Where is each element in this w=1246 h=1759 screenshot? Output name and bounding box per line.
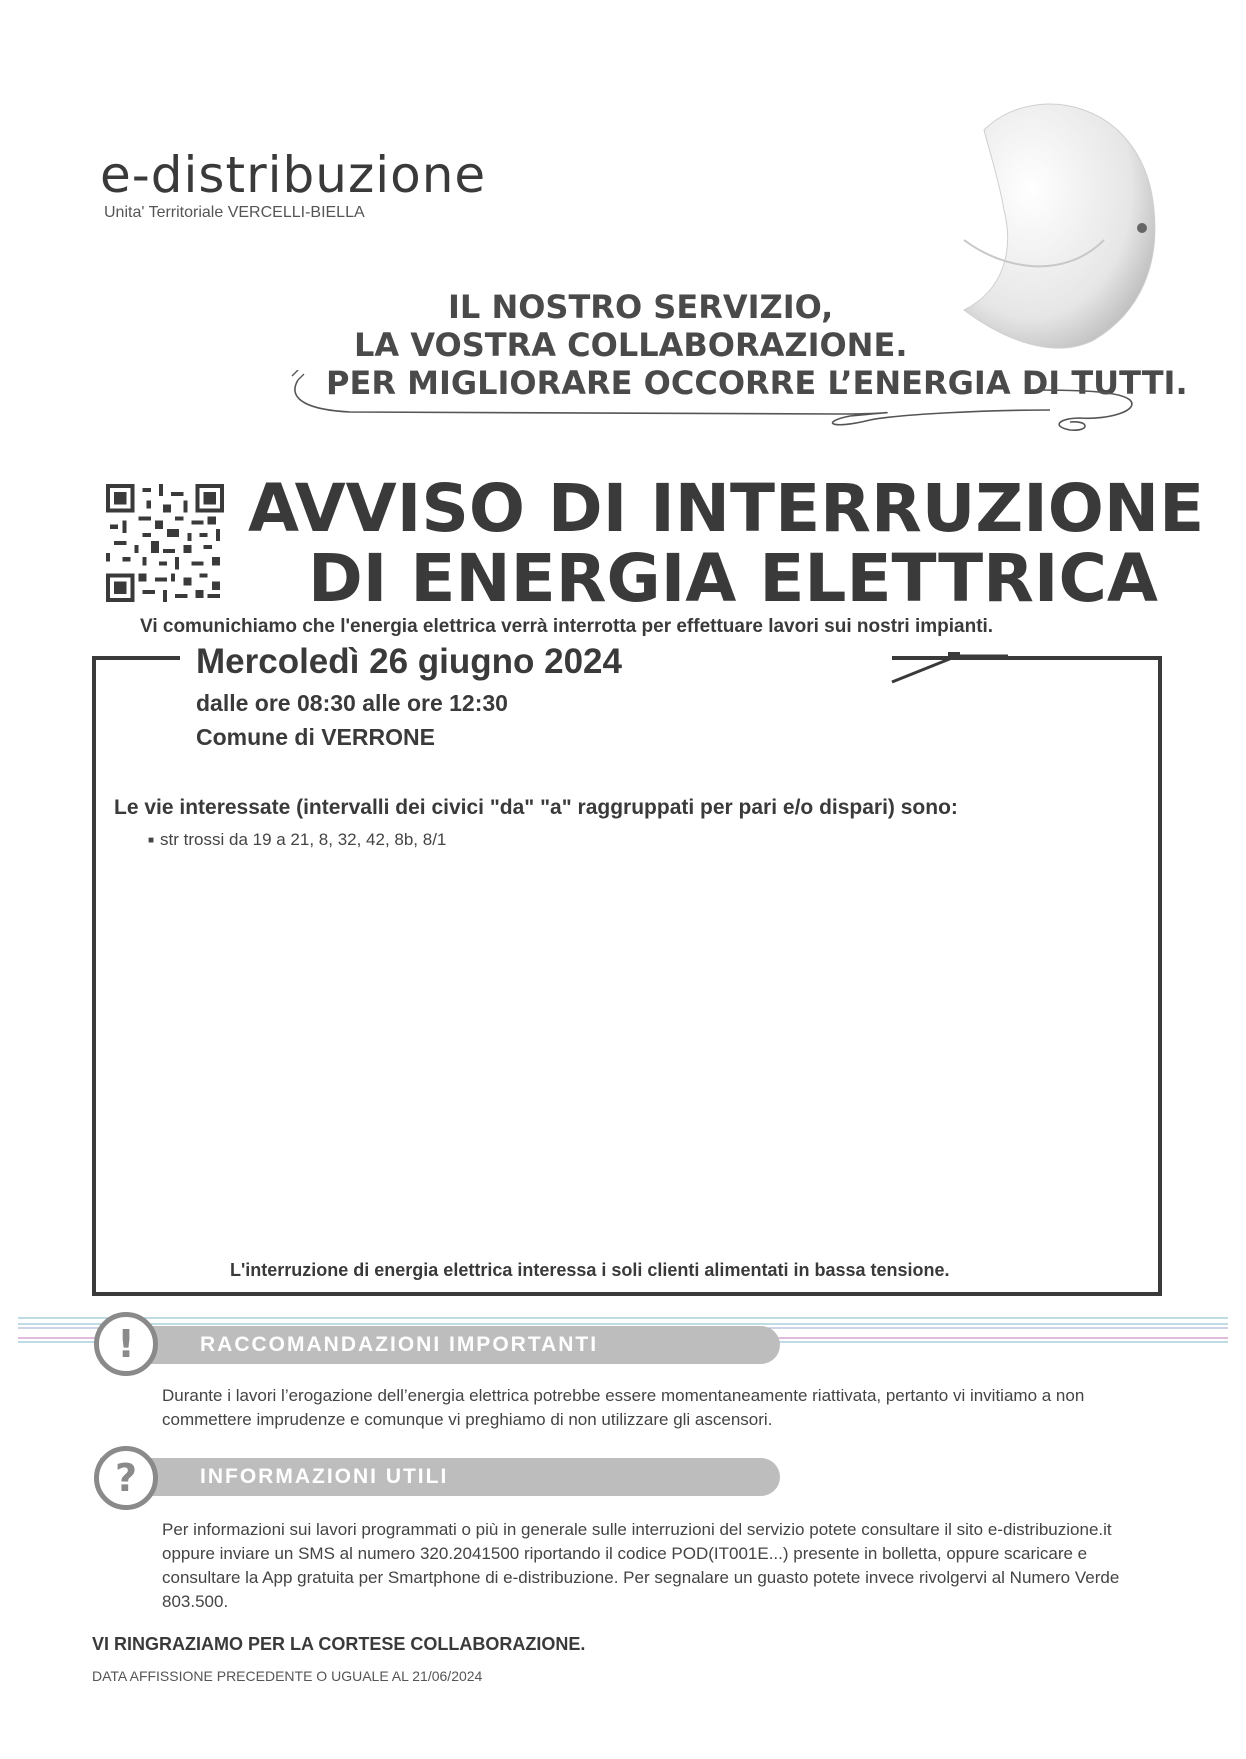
streets-heading: Le vie interessate (intervalli dei civici "da" "a" raggruppati per pari e/o dispari) sono: [114, 796, 958, 819]
posting-date: DATA AFFISSIONE PRECEDENTE O UGUALE AL 21/06/2024 [92, 1668, 483, 1684]
intro-text: Vi comunichiamo che l'energia elettrica verrà interrotta per effettuare lavori sui nostri impianti. [140, 616, 994, 637]
question-icon: ? [94, 1446, 158, 1510]
notice-box [92, 656, 1162, 1296]
slogan-line-1: IL NOSTRO SERVIZIO, [448, 288, 834, 326]
qr-code-icon [106, 484, 224, 602]
brand-logo: e-distribuzione [100, 146, 487, 204]
info-banner: INFORMAZIONI UTILI [100, 1458, 780, 1496]
notice-title-line-2: DI ENERGIA ELETTRICA [308, 540, 1159, 617]
recommendations-banner: RACCOMANDAZIONI IMPORTANTI [100, 1326, 780, 1364]
cable-decoration [290, 370, 1190, 460]
helmet-illustration [944, 90, 1164, 360]
territorial-unit: Unita' Territoriale VERCELLI-BIELLA [104, 204, 365, 221]
municipality: Comune di VERRONE [196, 724, 435, 750]
interruption-date: Mercoledì 26 giugno 2024 [196, 642, 622, 681]
exclamation-icon: ! [94, 1312, 158, 1376]
info-text: Per informazioni sui lavori programmati o più in generale sulle interruzioni del servizio potete consultare il sito e-distribuzione.it oppure inviare un SMS al numero 320.2041500 riportando il codice POD(IT001E...) presente in bolletta, oppure scaricare e consultare la App gratuita per Smartphone di e-distribuzione. Per segnalare un guasto potete invece rivolgervi al Numero Verde 803.500. [162, 1520, 1120, 1611]
plug-line-decoration [888, 646, 1008, 686]
slogan-line-2: LA VOSTRA COLLABORAZIONE. [354, 326, 908, 364]
notice-title-line-1: AVVISO DI INTERRUZIONE [248, 470, 1205, 547]
slogan-line-3: PER MIGLIORARE OCCORRE L’ENERGIA DI TUTTI. [326, 364, 1188, 402]
street-text: str trossi da 19 a 21, 8, 32, 42, 8b, 8/1 [160, 830, 447, 849]
low-voltage-note: L'interruzione di energia elettrica interessa i soli clienti alimentati in bassa tensione. [230, 1260, 950, 1280]
bullet-icon: ■ [148, 835, 155, 847]
thanks-text: VI RINGRAZIAMO PER LA CORTESE COLLABORAZIONE. [92, 1634, 586, 1654]
list-item [148, 830, 446, 850]
recommendations-text: Durante i lavori l’erogazione dell’energia elettrica potrebbe essere momentaneamente riattivata, pertanto vi invitiamo a non commettere imprudenze e comunque vi preghiamo di non utilizzare gli ascensori. [162, 1386, 1085, 1429]
interruption-hours: dalle ore 08:30 alle ore 12:30 [196, 690, 508, 716]
